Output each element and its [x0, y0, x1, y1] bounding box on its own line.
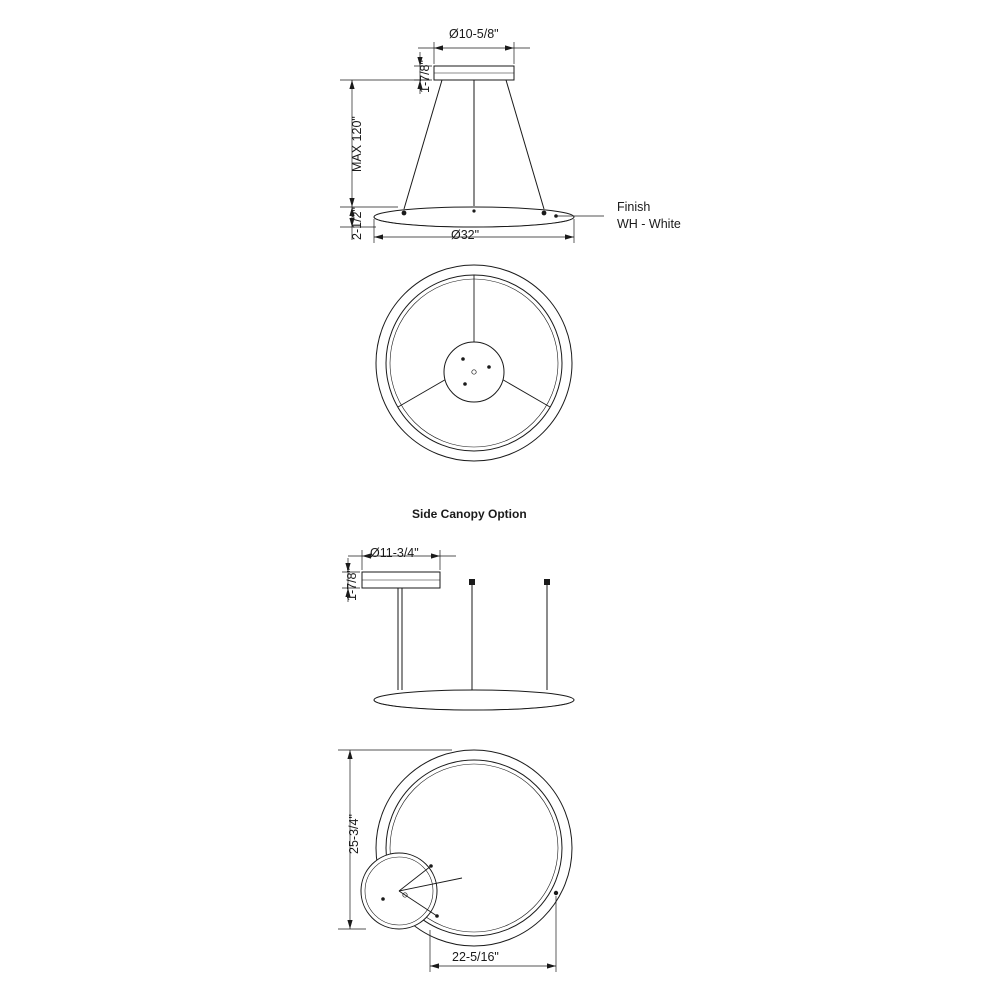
label-finish-title: Finish	[617, 200, 651, 214]
label-ring-height-side: 25-3/4"	[347, 814, 361, 854]
label-ring-thickness: 2-1/2"	[350, 207, 364, 240]
label-canopy-height-top: 1-7/8"	[418, 60, 432, 93]
label-finish-value: WH - White	[617, 217, 681, 231]
label-max-drop: MAX 120"	[350, 116, 364, 172]
side-canopy-plan-view	[361, 750, 572, 946]
label-ring-width-side: 22-5/16"	[452, 950, 499, 964]
plan-view-ring	[376, 265, 572, 461]
label-canopy-diameter-top: Ø10-5/8"	[449, 27, 499, 41]
label-canopy-height-side: 1-7/8"	[345, 568, 359, 601]
label-side-canopy-option: Side Canopy Option	[412, 507, 527, 521]
elevation-view-front	[374, 66, 574, 227]
side-canopy-elevation	[362, 572, 574, 710]
dim-canopy-diameter-top	[418, 42, 530, 64]
label-ring-diameter: Ø32"	[451, 228, 480, 242]
label-canopy-diameter-side: Ø11-3/4"	[370, 546, 419, 560]
